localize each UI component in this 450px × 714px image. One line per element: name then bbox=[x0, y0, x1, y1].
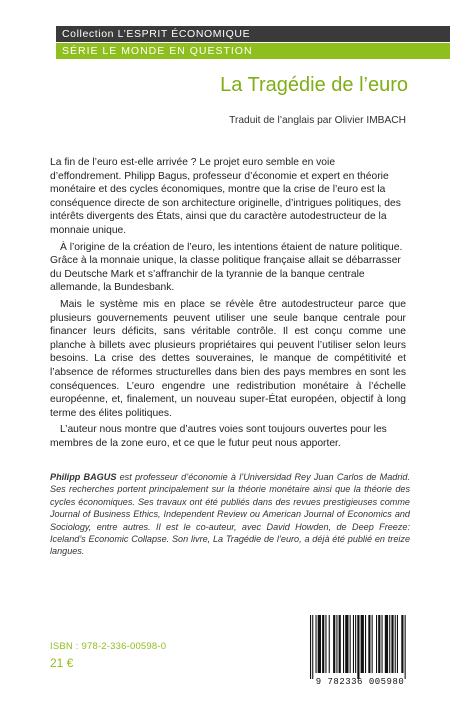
header-band bbox=[0, 0, 450, 62]
isbn: ISBN : 978-2-336-00598-0 bbox=[50, 641, 167, 652]
author-bio bbox=[50, 471, 410, 558]
series-label: SÉRIE LE MONDE EN QUESTION bbox=[56, 43, 450, 59]
back-cover-blurb bbox=[50, 156, 406, 453]
price: 21 € bbox=[50, 656, 74, 670]
author-name: Philipp BAGUS bbox=[50, 472, 117, 482]
collection-label: Collection L’ESPRIT ÉCONOMIQUE bbox=[56, 26, 450, 42]
blurb-paragraph: La fin de l’euro est-elle arrivée ? Le projet euro semble en voie d’effondrement. Philipp Bagus, professeur d’économie et expert en théorie monétaire et des cycles économiques, montre que la crise de l’euro est la conséquence directe de son architecture originelle, d’intrigues politiques, des intérêts divergents des États, ainsi que du caractère autodestructeur de la monnaie unique. bbox=[50, 157, 401, 236]
blurb-paragraph: Mais le système mis en place se révèle être autodestructeur parce que plusieurs gouvernements peuvent utiliser une seule banque centrale pour financer leurs déficits, sans véritable contrôle. Il est conçu comme une planche à billets avec plusieurs propriétaires qui peuvent l’utiliser selon leurs besoins. La crise des dettes souveraines, le manque de compétitivité et l’absence de réformes structurelles dans bien des pays membres en sont les conséquences. L’euro engendre une redistribution monétaire à l’échelle européenne, et, finalement, un nouveau super-État européen, objectif à long terme des élites politiques. bbox=[50, 298, 406, 419]
translator-credit: Traduit de l’anglais par Olivier IMBACH bbox=[229, 115, 406, 126]
barcode-number: 9 782336 005980 bbox=[315, 677, 405, 687]
barcode-image bbox=[306, 612, 414, 680]
book-title: La Tragédie de l’euro bbox=[220, 74, 408, 96]
blurb-paragraph: À l’origine de la création de l’euro, les intentions étaient de nature politique. Grâce à la monnaie unique, la classe politique française allait se débarrasser du Deutsche Mark et s’affranchir de la tyrannie de la banque centrale allemande, la Bundesbank. bbox=[50, 241, 403, 294]
blurb-paragraph: L’auteur nous montre que d’autres voies sont toujours ouvertes pour les membres de la zone euro, et ce que le futur peut nous apporter. bbox=[50, 424, 387, 449]
author-bio-text: est professeur d’économie à l’Universidad Rey Juan Carlos de Madrid. Ses recherches portent principalement sur la théorie monétaire ainsi que la théorie des cycles économiques. Ses travaux ont été publiés dans des revues prestigieuses comme Journal of Business Ethics, Independent Review ou American Journal of Economics and Sociology, entre autres. Il est le co-auteur, avec David Howden, de Deep Freeze: Iceland’s Economic Collapse. Son livre, La Tragédie de l’euro, a déjà été publié en treize langues. bbox=[50, 472, 410, 557]
